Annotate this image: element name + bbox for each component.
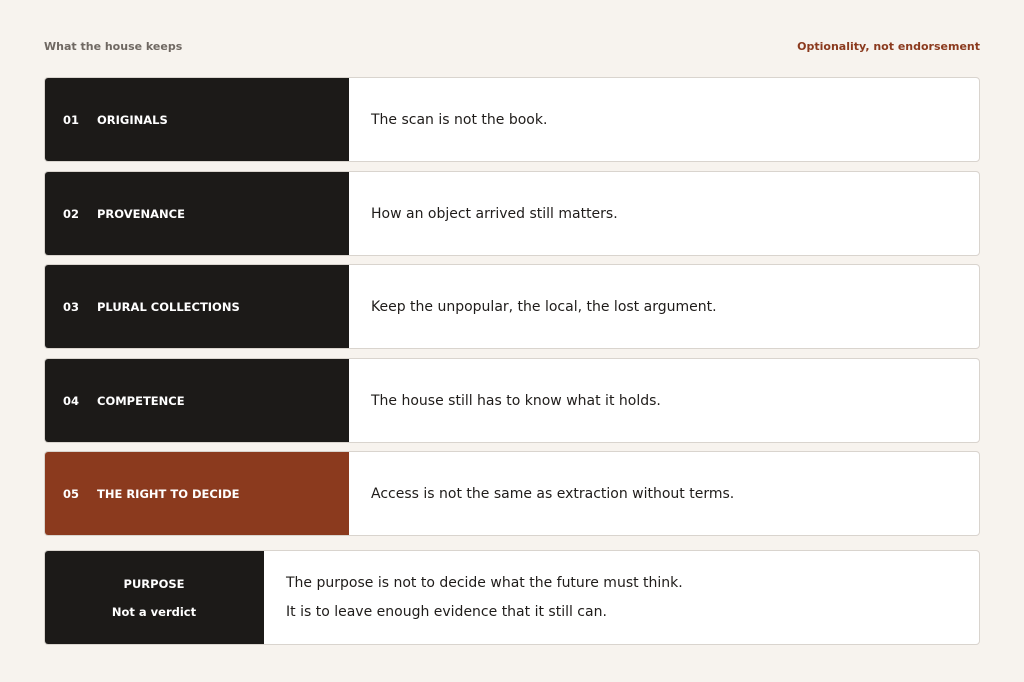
principle-number: 04	[63, 393, 80, 408]
principle-number: 01	[63, 112, 80, 127]
header	[44, 39, 980, 53]
principle-title: PLURAL COLLECTIONS	[97, 299, 240, 314]
principle-title: ORIGINALS	[97, 112, 168, 127]
principle-row-plural-collections	[44, 264, 980, 349]
principle-text: The scan is not the book.	[371, 111, 548, 128]
purpose-line-2: It is to leave enough evidence that it still can.	[286, 604, 607, 620]
purpose-line-1: The purpose is not to decide what the future must think.	[286, 575, 683, 591]
purpose-title: PURPOSE	[123, 576, 185, 591]
principle-text: How an object arrived still matters.	[371, 205, 618, 222]
principle-title: COMPETENCE	[97, 393, 185, 408]
principle-row-originals	[44, 77, 980, 162]
principle-number: 02	[63, 206, 80, 221]
principle-label	[44, 264, 349, 349]
principle-row-right-to-decide	[44, 451, 980, 536]
purpose-panel	[44, 550, 980, 645]
purpose-subtitle: Not a verdict	[111, 604, 197, 619]
purpose-text	[264, 551, 979, 644]
principle-text: Keep the unpopular, the local, the lost argument.	[371, 298, 717, 315]
principle-label	[44, 451, 349, 536]
principle-number: 03	[63, 299, 80, 314]
principle-number: 05	[63, 486, 80, 501]
principle-label	[44, 358, 349, 443]
header-title: What the house keeps	[44, 39, 183, 53]
header-tagline: Optionality, not endorsement	[797, 39, 980, 53]
principle-title: THE RIGHT TO DECIDE	[97, 486, 240, 501]
principle-text: Access is not the same as extraction without terms.	[371, 485, 735, 502]
purpose-label	[44, 550, 264, 645]
principle-row-competence	[44, 358, 980, 443]
principle-title: PROVENANCE	[97, 206, 185, 221]
principle-label	[44, 171, 349, 256]
principle-row-provenance	[44, 171, 980, 256]
principle-label	[44, 77, 349, 162]
principle-text: The house still has to know what it holds.	[371, 392, 661, 409]
